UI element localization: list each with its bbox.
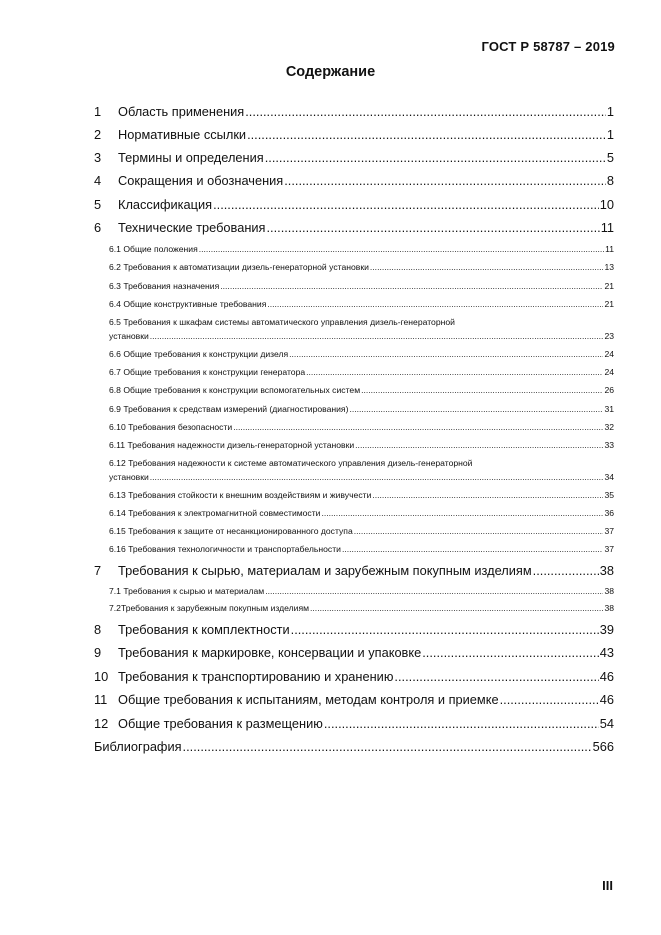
toc-page: 35 [604,490,614,500]
document-code: ГОСТ Р 58787 – 2019 [481,39,615,54]
toc-label: Требования к комплектности [118,622,290,637]
toc-page: 11 [605,244,614,254]
toc-number: 6 [94,220,102,235]
toc-subentry-6-5-line1[interactable]: 6.5 Требования к шкафам системы автоматического управления дизель-генераторной [109,317,455,327]
toc-subentry-6-13[interactable] [109,490,614,500]
toc-page: 33 [604,440,614,450]
toc-label: 7.1 Требования к сырью и материалам [109,586,265,596]
toc-label: Требования к сырью, материалам и зарубежным покупным изделиям [118,563,532,578]
toc-subentry-6-6[interactable] [109,349,614,359]
leader-dots [355,440,603,450]
toc-page: 46 [599,692,614,707]
toc-entry-11[interactable] [94,692,614,707]
toc-page: 43 [599,645,614,660]
toc-label: 6.16 Требования технологичности и транспортабельности [109,544,341,554]
toc-label: Сокращения и обозначения [118,173,284,188]
toc-label: Библиография [94,739,182,754]
toc-label: 6.15 Требования к защите от несанкционированного доступа [109,526,353,536]
leader-dots [220,281,603,291]
leader-dots [199,244,604,254]
leader-dots [422,645,599,660]
leader-dots [265,150,606,165]
toc-subentry-6-8[interactable] [109,385,614,395]
toc-page: 13 [604,262,614,272]
toc-label: Общие требования к размещению [118,716,323,731]
toc-entry-9[interactable] [94,645,614,660]
toc-number: 9 [94,645,102,660]
toc-subentry-6-3[interactable] [109,281,614,291]
toc-page: 38 [599,563,614,578]
toc-label: 6.13 Требования стойкости к внешним воздействиям и живучести [109,490,372,500]
toc-page: 39 [599,622,614,637]
toc-subentry-6-4[interactable] [109,299,614,309]
leader-dots [289,349,603,359]
toc-page: 38 [604,603,614,613]
toc-entry-2[interactable] [94,127,614,142]
toc-page: 10 [599,197,614,212]
toc-label: 6.2 Требования к автоматизации дизель-генераторной установки [109,262,369,272]
leader-dots [310,603,603,613]
leader-dots [267,299,603,309]
toc-page: 32 [604,422,614,432]
toc-number: 1 [94,104,102,119]
toc-label: установки [109,331,149,341]
toc-page: 21 [604,281,614,291]
leader-dots [233,422,603,432]
leader-dots [500,692,599,707]
toc-label: Общие требования к испытаниям, методам контроля и приемке [118,692,499,707]
page-number: III [602,878,613,893]
leader-dots [394,669,598,684]
toc-label: 6.4 Общие конструктивные требования [109,299,267,309]
toc-entry-10[interactable] [94,669,614,684]
toc-label: Классификация [118,197,213,212]
toc-page: 566 [592,739,614,754]
toc-page: 36 [604,508,614,518]
toc-subentry-6-15[interactable] [109,526,614,536]
toc-subentry-6-7[interactable] [109,367,614,377]
toc-label: 6.3 Требования назначения [109,281,220,291]
toc-page: 1 [606,127,614,142]
toc-number: 3 [94,150,102,165]
leader-dots [372,490,603,500]
toc-page: 31 [604,404,614,414]
toc-subentry-6-12-line1[interactable]: 6.12 Требования надежности к системе автоматического управления дизель-генераторной [109,458,473,468]
toc-page: 46 [599,669,614,684]
toc-label: 6.8 Общие требования к конструкции вспомогательных систем [109,385,361,395]
toc-page: 38 [604,586,614,596]
toc-page: 5 [606,150,614,165]
leader-dots [306,367,603,377]
leader-dots [284,173,606,188]
toc-subentry-7-1[interactable] [109,586,614,596]
toc-subentry-6-11[interactable] [109,440,614,450]
leader-dots [265,586,603,596]
leader-dots [291,622,599,637]
toc-label: Требования к маркировке, консервации и упаковке [118,645,422,660]
toc-number: 8 [94,622,102,637]
toc-subentry-7-2[interactable] [109,603,614,613]
leader-dots [183,739,592,754]
toc-label: Технические требования [118,220,266,235]
toc-label: Требования к транспортированию и хранению [118,669,394,684]
toc-label: 6.6 Общие требования к конструкции дизеля [109,349,289,359]
toc-page: 1 [606,104,614,119]
toc-page: 26 [604,385,614,395]
leader-dots [321,508,603,518]
toc-entry-1[interactable] [94,104,614,119]
toc-entry-6[interactable] [94,220,614,235]
toc-number: 2 [94,127,102,142]
leader-dots [150,331,604,341]
leader-dots [342,544,604,554]
toc-label: 6.11 Требования надежности дизель-генераторной установки [109,440,355,450]
toc-label: 6.14 Требования к электромагнитной совместимости [109,508,321,518]
toc-page: 34 [604,472,614,482]
leader-dots [349,404,603,414]
toc-subentry-6-5[interactable] [109,331,614,341]
leader-dots [266,220,599,235]
toc-label: 6.1 Общие положения [109,244,198,254]
toc-number: 7 [94,563,102,578]
toc-subentry-6-16[interactable] [109,544,614,554]
toc-subentry-6-1[interactable] [109,244,614,254]
toc-number: 5 [94,197,102,212]
toc-label: 6.9 Требования к средствам измерений (диагностирования) [109,404,349,414]
toc-subentry-6-10[interactable] [109,422,614,432]
toc-entry-7[interactable] [94,563,614,578]
toc-page: 54 [599,716,614,731]
toc-label: 6.10 Требования безопасности [109,422,233,432]
toc-page: 11 [600,220,614,235]
toc-entry-4[interactable] [94,173,614,188]
toc-label: установки [109,472,149,482]
leader-dots [324,716,599,731]
toc-number: 10 [94,669,109,684]
toc-entry-bibliography[interactable] [94,739,614,754]
leader-dots [533,563,599,578]
toc-label: 6.7 Общие требования к конструкции генератора [109,367,306,377]
leader-dots [150,472,604,482]
toc-number: 12 [94,716,109,731]
toc-page: 21 [604,299,614,309]
toc-entry-12[interactable] [94,716,614,731]
leader-dots [213,197,599,212]
toc-entry-5[interactable] [94,197,614,212]
toc-subentry-6-2[interactable] [109,262,614,272]
leader-dots [245,104,606,119]
toc-entry-8[interactable] [94,622,614,637]
toc-page: 24 [604,349,614,359]
leader-dots [354,526,604,536]
toc-subentry-6-12[interactable] [109,472,614,482]
toc-number: 4 [94,173,102,188]
page-title: Содержание [285,64,376,80]
toc-label: Нормативные ссылки [118,127,247,142]
toc-number: 11 [94,692,108,707]
leader-dots [361,385,603,395]
toc-page: 8 [606,173,614,188]
leader-dots [370,262,604,272]
toc-label: Термины и определения [118,150,264,165]
toc-page: 37 [604,544,614,554]
leader-dots [247,127,606,142]
toc-subentry-6-9[interactable] [109,404,614,414]
toc-page: 23 [604,331,614,341]
toc-subentry-6-14[interactable] [109,508,614,518]
toc-page: 24 [604,367,614,377]
toc-page: 37 [604,526,614,536]
toc-label: Область применения [118,104,245,119]
toc-entry-3[interactable] [94,150,614,165]
toc-label: 7.2Требования к зарубежным покупным изделиям [109,603,310,613]
